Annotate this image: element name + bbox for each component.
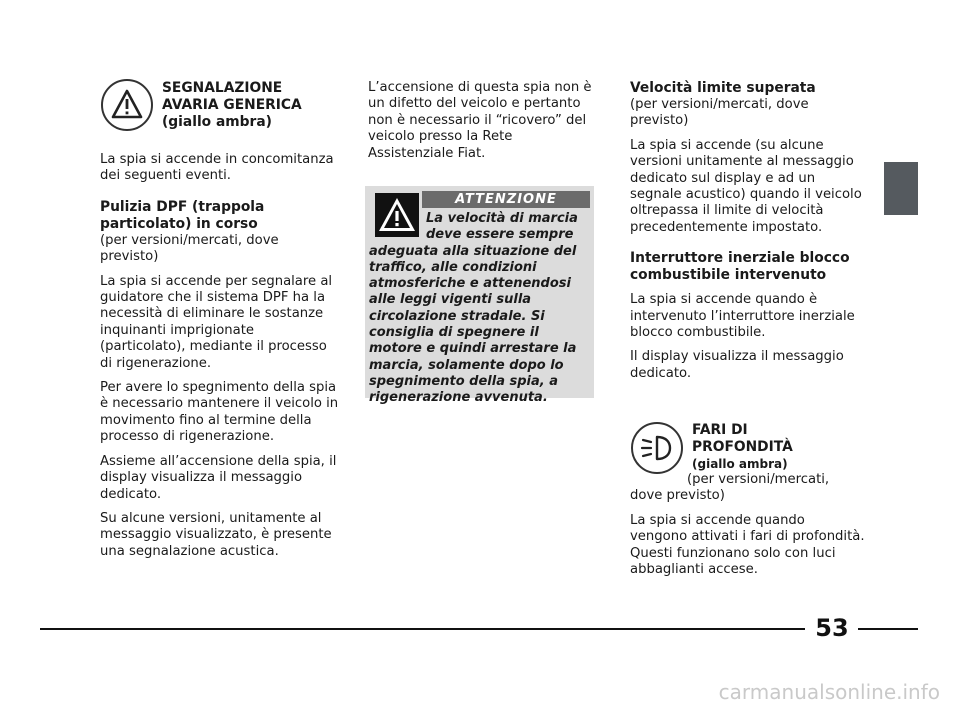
dpf-heading: Pulizia DPF (trappola particolato) in corso <box>100 198 265 232</box>
fog-color-note: (giallo ambra) <box>692 457 788 471</box>
inertia-paragraph: Il display visualizza il messaggio dedicato. <box>630 349 844 381</box>
attention-label: ATTENZIONE <box>422 191 590 208</box>
dealer-note-paragraph: L’accensione di questa spia non è un difetto del veicolo e pertanto non è necessario il “ricovero” del veicolo presso la Rete Assistenziale Fiat. <box>368 80 592 161</box>
speed-versions-note: (per versioni/mercati, dove previsto) <box>630 97 809 129</box>
footer-rule <box>40 628 805 630</box>
section-title-generic-fault <box>162 80 342 131</box>
fog-versions-note: dove previsto) <box>630 488 725 504</box>
warning-line: deve essere sempre <box>426 227 574 243</box>
middle-column <box>368 80 598 170</box>
warning-body: adeguata alla situazione del traffico, alle condizioni atmosferiche e attenendosi alle leggi vigenti sulla circolazione stradale. Si consiglia di spegnere il motore e quindi arrestare la marcia, solamente dopo lo spegnimento della spia, a rigenerazione avvenuta. <box>369 243 577 406</box>
dpf-paragraph: Per avere lo spegnimento della spia è necessario mantenere il veicolo in movimento fino al termine della processo di rigenerazione. <box>100 380 339 445</box>
left-column-body <box>100 152 340 568</box>
right-column <box>630 80 865 390</box>
chapter-tab <box>884 162 918 215</box>
inertia-paragraph: La spia si accende quando è intervenuto l’interruttore inerziale blocco combustibile. <box>630 292 855 341</box>
title-line: SEGNALAZIONE <box>162 80 283 96</box>
warning-lamp-icon <box>101 79 153 131</box>
fog-paragraph: Questi funzionano solo con luci abbaglianti accese. <box>630 545 836 578</box>
title-line: AVARIA GENERICA <box>162 97 302 113</box>
high-beam-icon <box>633 424 681 472</box>
speed-paragraph: La spia si accende (su alcune versioni unitamente al messaggio dedicato sul display e ad un segnale acustico) quando il veicolo oltrepassa il limite di velocità precedentemente impostato. <box>630 137 862 235</box>
warning-line: La velocità di marcia <box>426 211 578 226</box>
warning-triangle-icon <box>103 81 151 129</box>
dpf-paragraph: Su alcune versioni, unitamente al messaggio visualizzato, è presente una segnalazione acustica. <box>100 510 332 559</box>
dpf-paragraph: La spia si accende per segnalare al guidatore che il sistema DPF ha la necessità di eliminare le sostanze inquinanti imprigionate (particolato), mediante il processo di rigenerazione. <box>100 273 333 371</box>
warning-box <box>365 186 594 406</box>
fog-lights-body <box>630 472 865 586</box>
footer-rule <box>858 628 918 630</box>
watermark: carmanualsonline.info <box>718 680 940 704</box>
page-number: 53 <box>815 614 849 642</box>
dpf-paragraph: Assieme all’accensione della spia, il display visualizza il messaggio dedicato. <box>100 453 337 502</box>
speed-limit-heading: Velocità limite superata <box>630 80 816 96</box>
warning-text <box>369 211 591 407</box>
inertia-switch-heading: Interruttore inerziale blocco combustibile intervenuto <box>630 250 850 284</box>
fog-lamp-icon <box>631 422 683 474</box>
title-color-note: (giallo ambra) <box>162 114 272 130</box>
fog-versions-note: (per versioni/mercati, <box>687 472 830 487</box>
title-line: PROFONDITÀ <box>692 439 793 455</box>
section-title-fog-lights <box>692 422 852 456</box>
intro-paragraph: La spia si accende in concomitanza dei seguenti eventi. <box>100 152 334 184</box>
fog-paragraph: La spia si accende quando vengono attivati i fari di profondità. <box>630 512 865 545</box>
title-line: FARI DI <box>692 422 748 438</box>
dpf-versions-note: (per versioni/mercati, dove previsto) <box>100 232 279 265</box>
